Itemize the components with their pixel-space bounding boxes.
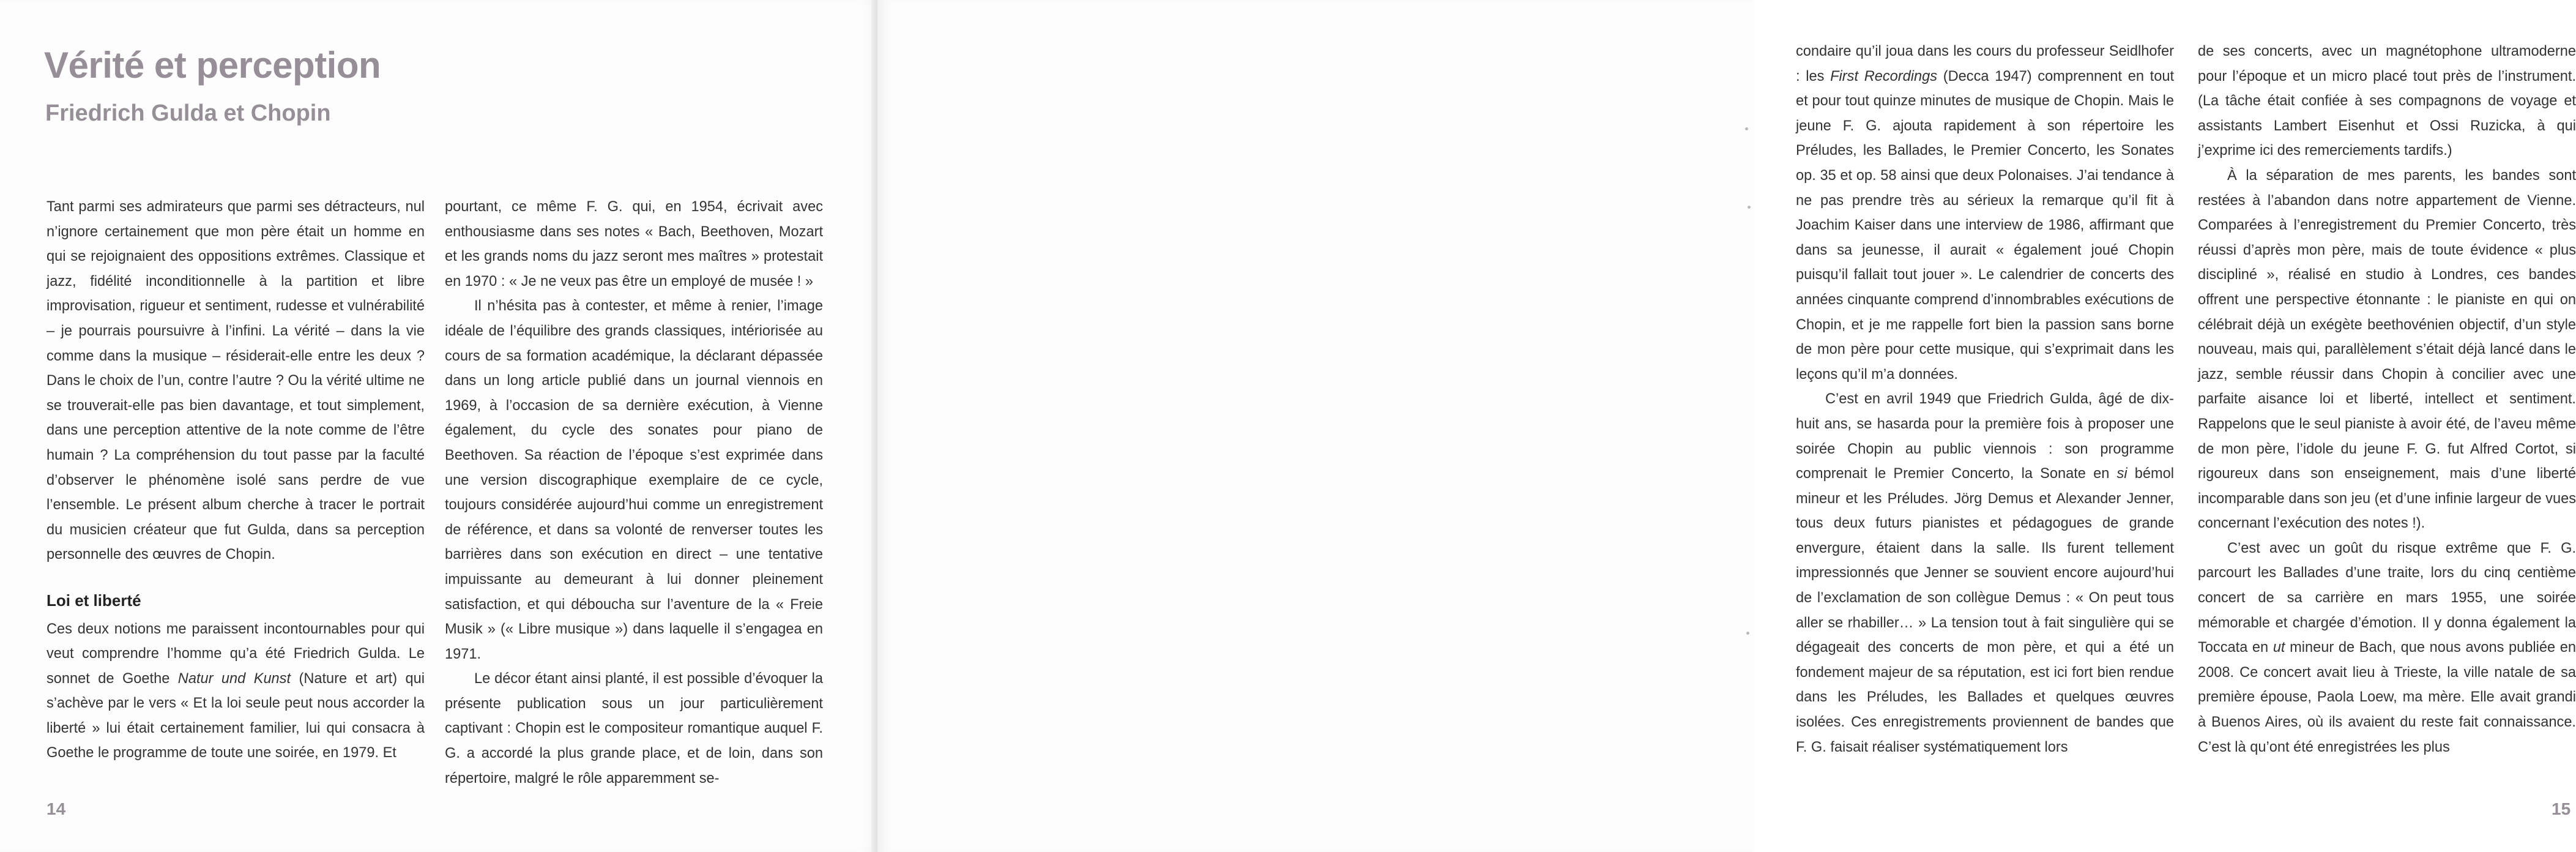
- section-text-start: Ces deux notions me paraissent incontournables pour qui veut comprendre l’homme qu’a été Friedrich Gulda. Le sonnet de Goethe: [47, 621, 425, 687]
- section-text-italic: Natur und Kunst: [177, 670, 291, 687]
- paragraph-text: condaire qu’il joua dans les cours du professeur Seidlhofer : les: [1796, 43, 2174, 84]
- paragraph: de ses concerts, avec un magnétophone ultramoderne pour l’époque et un micro placé tout près de l’instrument. (La tâche était confiée à ses compagnons de voyage et assistants Lambert Eisenhut et Ossi Ruzicka, à qui j’exprime ici des remerciements tardifs.): [2198, 43, 2576, 159]
- paragraph: Il n’hésita pas à contester, et même à renier, l’image idéale de l’équilibre des grands classiques, intériorisée au cours de sa formation académique, la déclarant dépassée dans un long article publié dans un journal viennois en 1969, à l’occasion de sa dernière exécution, à Vienne également, du cycle des sonates pour piano de Beethoven. Sa réaction de l’époque s’est exprimée dans une version discographique exemplaire de ce cycle, toujours considérée aujourd’hui comme un enregistrement de référence, et dans sa volonté de renverser toutes les barrières dans son exécution en direct – une tentative impuissante au demeurant à lui donner pleinement satisfaction, et qui déboucha sur l’aventure de la « Freie Musik » (« Libre musique ») dans laquelle il s’engagea en 1971.: [445, 298, 823, 662]
- page-title: Vérité et perception: [44, 45, 381, 86]
- section-heading: Loi et liberté: [47, 591, 141, 610]
- paragraph-italic: ut: [2273, 640, 2285, 656]
- paper-speck: [1746, 632, 1749, 635]
- paragraph-text: mineur de Bach, que nous avons publiée en 2008. Ce concert avait lieu à Trieste, la ville natale de sa première épouse, Paola Loew, ma mère. Elle avait grandi à Buenos Aires, où ils avaient du reste fait connaissance. C’est là qu’ont été enregistrées les plus: [2198, 640, 2576, 755]
- left-column-1: [47, 195, 425, 766]
- right-column-2: [2198, 39, 2576, 760]
- paragraph: pourtant, ce même F. G. qui, en 1954, écrivait avec enthousiasme dans ses notes « Bach, Beethoven, Mozart et les grands noms du jazz seront mes maîtres » protestait en 1970 : « Je ne veux pas être un employé de musée ! »: [445, 199, 823, 290]
- page-number-left: 14: [47, 799, 66, 818]
- intro-paragraph: Tant parmi ses admirateurs que parmi ses détracteurs, nul n’ignore certainement que mon père était un homme en qui se rejoignaient des oppositions extrêmes. Classique et jazz, fidélité inconditionnelle à la partition et libre improvisation, rigueur et sentiment, rudesse et vulnérabilité – je pourrais poursuivre à l’infini. La vérité – dans la vie comme dans la musique – résiderait-elle entre les deux ? Dans le choix de l’un, contre l’autre ? Ou la vérité ultime ne se trouverait-elle pas bien davantage, et tout simplement, dans une perception attentive de la note comme de l’être humain ? La compréhension du tout passe par la faculté d’observer le phénomène isolé sans perdre de vue l’ensemble. Le présent album cherche à tracer le portrait du musicien créateur que fut Gulda, dans sa perception personnelle des œuvres de Chopin.: [47, 199, 425, 563]
- page-number-right: 15: [2552, 799, 2571, 818]
- paragraph-text: bémol mineur et les Préludes. Jörg Demus et Alexander Jenner, tous deux futurs pianistes et pédagogues de grande envergure, étaient dans la salle. Ils furent tellement impressionnés que Jenner se souvient encore aujourd’hui de l’exclamation de son collègue Demus : « On peut tous aller se rhabiller… » La tension tout à fait singulière qui se dégageait des concerts de mon père, et qui a été un fondement majeur de sa réputation, est ici fort bien rendue dans les Préludes, les Ballades et quelques œuvres isolées. Ces enregistrements proviennent de bandes que F. G. faisait réaliser systématiquement lors: [1796, 466, 2174, 755]
- paragraph-italic: First Recordings: [1830, 68, 1938, 84]
- section-text-end: (Nature et art) qui s’achève par le vers « Et la loi seule peut nous accorder la liberté » lui était certainement familier, lui qui consacra à Goethe le programme de toute une soirée, en 1979. Et: [47, 670, 425, 761]
- paragraph: [2198, 536, 2576, 760]
- page-subtitle: Friedrich Gulda et Chopin: [45, 100, 331, 126]
- left-column-2: [445, 195, 823, 791]
- paragraph: Le décor étant ainsi planté, il est possible d’évoquer la présente publication sous un jour particulièrement captivant : Chopin est le compositeur romantique auquel F. G. a accordé la plus grande place, et de loin, dans son répertoire, malgré le rôle apparemment se-: [445, 671, 823, 787]
- section-paragraph: [47, 617, 425, 766]
- left-page: [0, 0, 877, 852]
- right-column-1: [1796, 39, 2174, 760]
- paper-speck: [1745, 127, 1748, 130]
- paper-speck: [1748, 206, 1751, 209]
- right-page: [877, 0, 2576, 852]
- paragraph-text: (Decca 1947) comprennent en tout et pour tout quinze minutes de musique de Chopin. Mais le jeune F. G. ajouta rapidement à son répertoire les Préludes, les Ballades, le Premier Concerto, les Sonates op. 35 et op. 58 ainsi que deux Polonaises. J’ai tendance à ne pas prendre très au sérieux la remarque qu’il fit à Joachim Kaiser dans une interview de 1986, affirmant que dans sa jeunesse, il aurait « également joué Chopin puisqu’il fallait tout jouer ». Le calendrier de concerts des années cinquante comprend d’innombrables exécutions de Chopin, et je me rappelle fort bien la passion sans borne de mon père pour cette musique, qui s’exprimait dans les leçons qu’il m’a données.: [1796, 68, 2174, 383]
- paragraph: [1796, 39, 2174, 387]
- paragraph-text: C’est avec un goût du risque extrême que F. G. parcourt les Ballades d’une traite, lors du cinq centième concert de sa carrière en mars 1955, une soirée mémorable et chargée d’émotion. Il y donna également la Toccata en: [2198, 540, 2576, 656]
- paragraph-italic: si: [2116, 466, 2127, 482]
- paragraph: À la séparation de mes parents, les bandes sont restées à l’abandon dans notre appartement de Vienne. Comparées à l’enregistrement du Premier Concerto, très réussi d’après mon père, mais de toute évidence « plus discipliné », réalisé en studio à Londres, ces bandes offrent une perspective étonnante : le pianiste en qui on célébrait déjà un exégète beethovénien objectif, d’un style nouveau, mais qui, parallèlement s’était déjà lancé dans le jazz, semble réussir dans Chopin à concilier avec une parfaite aisance loi et liberté, intellect et sentiment. Rappelons que le seul pianiste à avoir été, de l’aveu même de mon père, l’idole du jeune F. G. fut Alfred Cortot, si rigoureux dans son enseignement, mais d’une liberté incomparable dans son jeu (et d’une infinie largeur de vues concernant l’exécution des notes !).: [2198, 167, 2576, 532]
- paragraph-text: C’est en avril 1949 que Friedrich Gulda, âgé de dix-huit ans, se hasarda pour la première fois à proposer une soirée Chopin au public viennois : son programme comprenait le Premier Concerto, la Sonate en: [1796, 391, 2174, 482]
- paragraph: [1796, 387, 2174, 760]
